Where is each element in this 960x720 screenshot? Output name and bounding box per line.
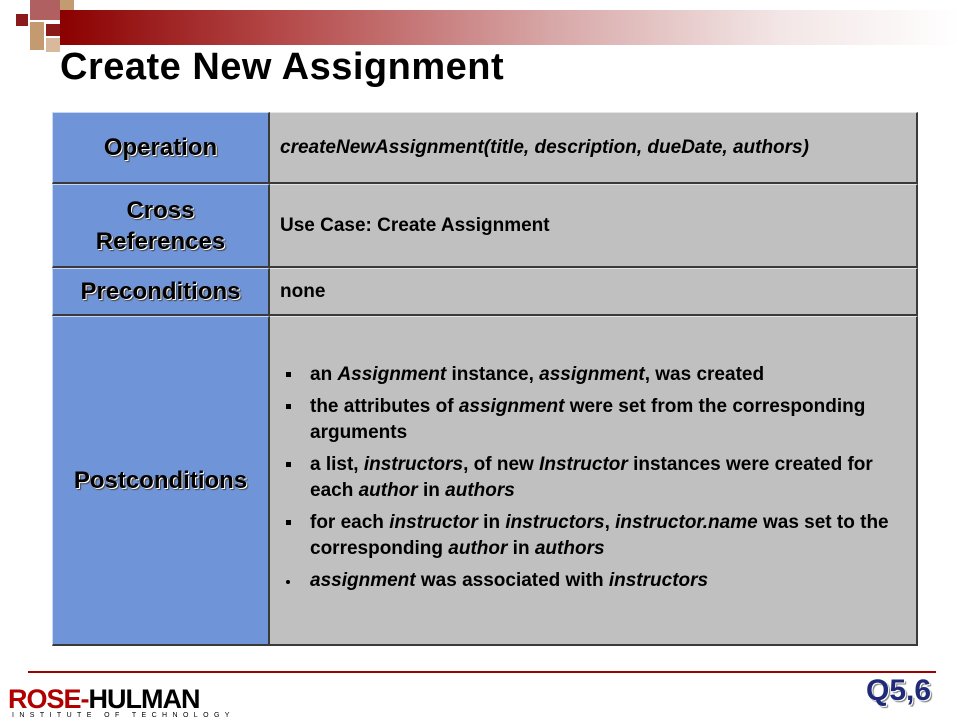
postconditions-label-cell	[52, 316, 270, 646]
cross-references-label	[96, 195, 225, 257]
operation-value: createNewAssignment(title, description, dueDate, authors)	[280, 137, 809, 158]
bullet-icon	[286, 580, 290, 584]
postcondition-text: assignment	[458, 395, 565, 417]
operation-label-cell	[52, 112, 270, 184]
header-gradient-bar	[60, 10, 960, 45]
logo-wordmark	[8, 686, 235, 712]
bullet-icon	[286, 462, 291, 467]
postcondition-text: author	[358, 479, 418, 501]
postcondition-text: ,	[604, 511, 616, 533]
bullet-icon	[286, 404, 291, 409]
cross-references-label-line1: Cross	[126, 196, 195, 224]
postcondition-text: author	[448, 537, 508, 559]
postcondition-text: in	[477, 511, 506, 533]
postcondition-text: the attributes of	[310, 395, 459, 417]
postcondition-text: for each	[310, 511, 390, 533]
postcondition-text: , was created	[644, 363, 765, 385]
preconditions-label: Preconditions	[80, 278, 241, 305]
postcondition-text: were set from the corresponding arguments	[310, 395, 866, 443]
table-row-cross-references	[52, 184, 918, 268]
postcondition-item	[280, 452, 906, 504]
postcondition-text: instructors	[608, 569, 709, 591]
header-decor-square	[46, 38, 60, 52]
header-decor-square	[30, 22, 44, 50]
bullet-icon	[286, 372, 291, 377]
postcondition-text: instructors	[505, 511, 605, 533]
postcondition-text: Assignment	[337, 363, 447, 385]
operation-value-cell	[270, 112, 918, 184]
postcondition-text: Instructor	[539, 453, 628, 475]
logo-dash: -	[80, 684, 89, 714]
slide-title: Create New Assignment	[60, 46, 505, 88]
operation-contract-table	[52, 112, 918, 646]
postcondition-text: instructor	[389, 511, 478, 533]
header-decor-square	[16, 14, 28, 26]
postcondition-text: an	[310, 363, 338, 385]
operation-label: Operation	[103, 134, 218, 161]
table-row-preconditions	[52, 268, 918, 316]
postconditions-value-cell	[270, 316, 918, 646]
postcondition-text: assignment	[310, 569, 416, 591]
rose-hulman-logo	[8, 686, 235, 719]
postcondition-text: was associated with	[415, 569, 609, 591]
cross-references-value-cell	[270, 184, 918, 268]
slide-reference: Q5,6	[866, 674, 932, 707]
postcondition-item	[280, 568, 906, 594]
table-row-postconditions	[52, 316, 918, 646]
postcondition-text: in	[507, 537, 535, 559]
preconditions-value-cell	[270, 268, 918, 316]
footer-rule	[28, 671, 936, 673]
cross-references-label-line2: References	[95, 227, 226, 255]
header-decor-square	[30, 0, 60, 20]
postcondition-text: authors	[445, 479, 515, 501]
postcondition-text: was set to the corresponding	[310, 511, 889, 559]
postcondition-item	[280, 510, 906, 562]
postconditions-label: Postconditions	[73, 467, 248, 494]
postcondition-text: assignment	[539, 363, 645, 385]
postcondition-text: instructors	[363, 453, 464, 475]
preconditions-value: none	[280, 281, 326, 302]
logo-subtitle: INSTITUTE OF TECHNOLOGY	[12, 712, 235, 719]
preconditions-label-cell	[52, 268, 270, 316]
postcondition-text: instances were created for each	[310, 453, 873, 501]
postcondition-text: instance,	[446, 363, 540, 385]
cross-references-value: Use Case: Create Assignment	[280, 215, 550, 236]
postcondition-text: instructor.name	[615, 511, 758, 533]
postcondition-item	[280, 362, 906, 388]
postconditions-list	[280, 362, 906, 600]
cross-references-label-cell	[52, 184, 270, 268]
postcondition-item	[280, 394, 906, 446]
logo-hulman: HULMAN	[88, 684, 200, 714]
postcondition-text: a list,	[310, 453, 364, 475]
bullet-icon	[286, 520, 291, 525]
table-row-operation	[52, 112, 918, 184]
header-decor-square	[46, 24, 60, 36]
postcondition-text: , of new	[463, 453, 540, 475]
header-decor-square	[60, 0, 74, 10]
postcondition-text: in	[417, 479, 446, 501]
postcondition-text: authors	[534, 537, 605, 559]
logo-rose: ROSE	[8, 684, 81, 714]
